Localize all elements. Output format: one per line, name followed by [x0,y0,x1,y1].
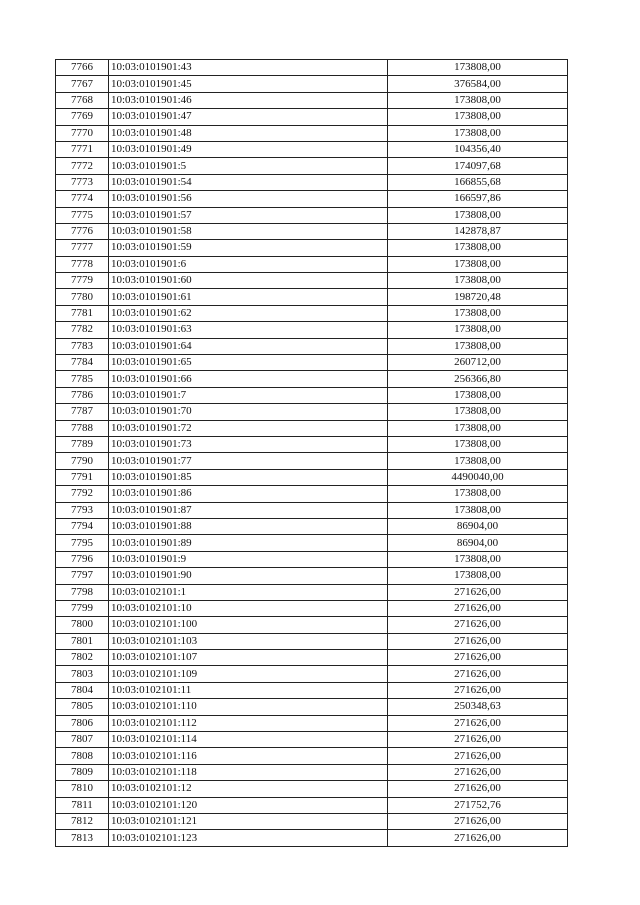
cadastral-number-cell: 10:03:0101901:47 [109,109,388,125]
amount-cell: 174097,68 [388,158,568,174]
cadastral-number-cell: 10:03:0102101:103 [109,633,388,649]
table-row [56,469,568,485]
table-row [56,650,568,666]
amount-cell: 271626,00 [388,600,568,616]
cadastral-number-cell: 10:03:0102101:1 [109,584,388,600]
row-number-cell: 7777 [56,240,109,256]
row-number-cell: 7767 [56,76,109,92]
row-number-cell: 7795 [56,535,109,551]
amount-cell: 271626,00 [388,584,568,600]
row-number-cell: 7798 [56,584,109,600]
cadastral-number-cell: 10:03:0101901:66 [109,371,388,387]
table-row [56,436,568,452]
row-number-cell: 7783 [56,338,109,354]
amount-cell: 173808,00 [388,92,568,108]
cadastral-number-cell: 10:03:0101901:86 [109,486,388,502]
cadastral-number-cell: 10:03:0101901:45 [109,76,388,92]
row-number-cell: 7775 [56,207,109,223]
amount-cell: 271626,00 [388,781,568,797]
row-number-cell: 7794 [56,518,109,534]
row-number-cell: 7800 [56,617,109,633]
table-row [56,207,568,223]
row-number-cell: 7778 [56,256,109,272]
row-number-cell: 7801 [56,633,109,649]
cadastral-number-cell: 10:03:0101901:88 [109,518,388,534]
row-number-cell: 7810 [56,781,109,797]
cadastral-number-cell: 10:03:0101901:43 [109,60,388,76]
row-number-cell: 7782 [56,322,109,338]
amount-cell: 173808,00 [388,109,568,125]
cadastral-number-cell: 10:03:0101901:57 [109,207,388,223]
row-number-cell: 7797 [56,568,109,584]
cadastral-number-cell: 10:03:0101901:62 [109,305,388,321]
cadastral-number-cell: 10:03:0102101:11 [109,682,388,698]
cadastral-number-cell: 10:03:0101901:58 [109,223,388,239]
cadastral-table [55,59,568,847]
table-body [56,60,568,847]
row-number-cell: 7808 [56,748,109,764]
table-row [56,223,568,239]
row-number-cell: 7813 [56,830,109,846]
amount-cell: 256366,80 [388,371,568,387]
row-number-cell: 7805 [56,699,109,715]
document-page [55,59,567,847]
cadastral-number-cell: 10:03:0101901:85 [109,469,388,485]
amount-cell: 271626,00 [388,813,568,829]
table-row [56,420,568,436]
amount-cell: 271626,00 [388,715,568,731]
amount-cell: 173808,00 [388,240,568,256]
cadastral-number-cell: 10:03:0102101:123 [109,830,388,846]
amount-cell: 271626,00 [388,830,568,846]
table-row [56,76,568,92]
amount-cell: 173808,00 [388,322,568,338]
cadastral-number-cell: 10:03:0102101:112 [109,715,388,731]
table-row [56,748,568,764]
amount-cell: 173808,00 [388,436,568,452]
table-row [56,715,568,731]
table-row [56,551,568,567]
amount-cell: 271626,00 [388,650,568,666]
cadastral-number-cell: 10:03:0102101:109 [109,666,388,682]
row-number-cell: 7809 [56,764,109,780]
cadastral-number-cell: 10:03:0101901:6 [109,256,388,272]
table-row [56,797,568,813]
amount-cell: 271626,00 [388,748,568,764]
table-row [56,387,568,403]
row-number-cell: 7770 [56,125,109,141]
row-number-cell: 7804 [56,682,109,698]
cadastral-number-cell: 10:03:0102101:114 [109,732,388,748]
table-row [56,273,568,289]
table-row [56,699,568,715]
table-row [56,781,568,797]
cadastral-number-cell: 10:03:0101901:56 [109,191,388,207]
amount-cell: 271752,76 [388,797,568,813]
cadastral-number-cell: 10:03:0101901:54 [109,174,388,190]
cadastral-number-cell: 10:03:0102101:120 [109,797,388,813]
table-row [56,535,568,551]
row-number-cell: 7779 [56,273,109,289]
amount-cell: 173808,00 [388,125,568,141]
amount-cell: 271626,00 [388,666,568,682]
table-row [56,158,568,174]
row-number-cell: 7769 [56,109,109,125]
cadastral-number-cell: 10:03:0101901:90 [109,568,388,584]
table-row [56,371,568,387]
cadastral-number-cell: 10:03:0101901:72 [109,420,388,436]
cadastral-number-cell: 10:03:0101901:46 [109,92,388,108]
table-row [56,518,568,534]
row-number-cell: 7780 [56,289,109,305]
cadastral-number-cell: 10:03:0102101:118 [109,764,388,780]
row-number-cell: 7774 [56,191,109,207]
cadastral-number-cell: 10:03:0101901:77 [109,453,388,469]
cadastral-number-cell: 10:03:0101901:65 [109,355,388,371]
amount-cell: 142878,87 [388,223,568,239]
amount-cell: 4490040,00 [388,469,568,485]
table-row [56,289,568,305]
cadastral-number-cell: 10:03:0101901:7 [109,387,388,403]
amount-cell: 173808,00 [388,273,568,289]
table-row [56,600,568,616]
row-number-cell: 7771 [56,141,109,157]
table-row [56,92,568,108]
cadastral-number-cell: 10:03:0101901:63 [109,322,388,338]
row-number-cell: 7768 [56,92,109,108]
row-number-cell: 7773 [56,174,109,190]
table-row [56,174,568,190]
cadastral-number-cell: 10:03:0102101:10 [109,600,388,616]
amount-cell: 173808,00 [388,502,568,518]
table-row [56,322,568,338]
amount-cell: 173808,00 [388,453,568,469]
row-number-cell: 7799 [56,600,109,616]
amount-cell: 173808,00 [388,420,568,436]
cadastral-number-cell: 10:03:0101901:70 [109,404,388,420]
row-number-cell: 7781 [56,305,109,321]
table-row [56,109,568,125]
cadastral-number-cell: 10:03:0101901:5 [109,158,388,174]
cadastral-number-cell: 10:03:0102101:121 [109,813,388,829]
table-row [56,568,568,584]
cadastral-number-cell: 10:03:0101901:9 [109,551,388,567]
amount-cell: 173808,00 [388,207,568,223]
row-number-cell: 7803 [56,666,109,682]
table-row [56,732,568,748]
amount-cell: 271626,00 [388,633,568,649]
amount-cell: 250348,63 [388,699,568,715]
cadastral-number-cell: 10:03:0102101:12 [109,781,388,797]
cadastral-number-cell: 10:03:0101901:73 [109,436,388,452]
amount-cell: 86904,00 [388,535,568,551]
table-row [56,813,568,829]
cadastral-number-cell: 10:03:0102101:107 [109,650,388,666]
amount-cell: 271626,00 [388,682,568,698]
row-number-cell: 7786 [56,387,109,403]
cadastral-number-cell: 10:03:0101901:59 [109,240,388,256]
amount-cell: 173808,00 [388,486,568,502]
row-number-cell: 7766 [56,60,109,76]
row-number-cell: 7796 [56,551,109,567]
table-row [56,141,568,157]
row-number-cell: 7787 [56,404,109,420]
cadastral-number-cell: 10:03:0101901:60 [109,273,388,289]
cadastral-number-cell: 10:03:0102101:116 [109,748,388,764]
row-number-cell: 7802 [56,650,109,666]
amount-cell: 173808,00 [388,404,568,420]
amount-cell: 166855,68 [388,174,568,190]
table-row [56,453,568,469]
row-number-cell: 7788 [56,420,109,436]
cadastral-number-cell: 10:03:0101901:48 [109,125,388,141]
amount-cell: 260712,00 [388,355,568,371]
row-number-cell: 7789 [56,436,109,452]
table-row [56,355,568,371]
table-row [56,125,568,141]
table-row [56,256,568,272]
table-row [56,404,568,420]
amount-cell: 173808,00 [388,387,568,403]
table-row [56,60,568,76]
row-number-cell: 7811 [56,797,109,813]
row-number-cell: 7776 [56,223,109,239]
amount-cell: 166597,86 [388,191,568,207]
table-row [56,502,568,518]
table-row [56,682,568,698]
cadastral-number-cell: 10:03:0101901:89 [109,535,388,551]
cadastral-number-cell: 10:03:0101901:64 [109,338,388,354]
row-number-cell: 7792 [56,486,109,502]
amount-cell: 198720,48 [388,289,568,305]
table-row [56,617,568,633]
table-row [56,240,568,256]
cadastral-number-cell: 10:03:0102101:110 [109,699,388,715]
cadastral-number-cell: 10:03:0101901:61 [109,289,388,305]
row-number-cell: 7790 [56,453,109,469]
row-number-cell: 7772 [56,158,109,174]
amount-cell: 271626,00 [388,764,568,780]
amount-cell: 271626,00 [388,617,568,633]
amount-cell: 173808,00 [388,338,568,354]
table-row [56,830,568,846]
amount-cell: 173808,00 [388,551,568,567]
amount-cell: 104356,40 [388,141,568,157]
row-number-cell: 7791 [56,469,109,485]
row-number-cell: 7793 [56,502,109,518]
table-row [56,338,568,354]
row-number-cell: 7806 [56,715,109,731]
table-row [56,486,568,502]
cadastral-number-cell: 10:03:0102101:100 [109,617,388,633]
amount-cell: 86904,00 [388,518,568,534]
row-number-cell: 7784 [56,355,109,371]
amount-cell: 173808,00 [388,60,568,76]
cadastral-number-cell: 10:03:0101901:49 [109,141,388,157]
row-number-cell: 7812 [56,813,109,829]
table-row [56,666,568,682]
table-row [56,305,568,321]
cadastral-number-cell: 10:03:0101901:87 [109,502,388,518]
table-row [56,584,568,600]
amount-cell: 173808,00 [388,568,568,584]
row-number-cell: 7807 [56,732,109,748]
table-row [56,633,568,649]
amount-cell: 173808,00 [388,305,568,321]
table-row [56,764,568,780]
amount-cell: 173808,00 [388,256,568,272]
row-number-cell: 7785 [56,371,109,387]
amount-cell: 271626,00 [388,732,568,748]
amount-cell: 376584,00 [388,76,568,92]
table-row [56,191,568,207]
